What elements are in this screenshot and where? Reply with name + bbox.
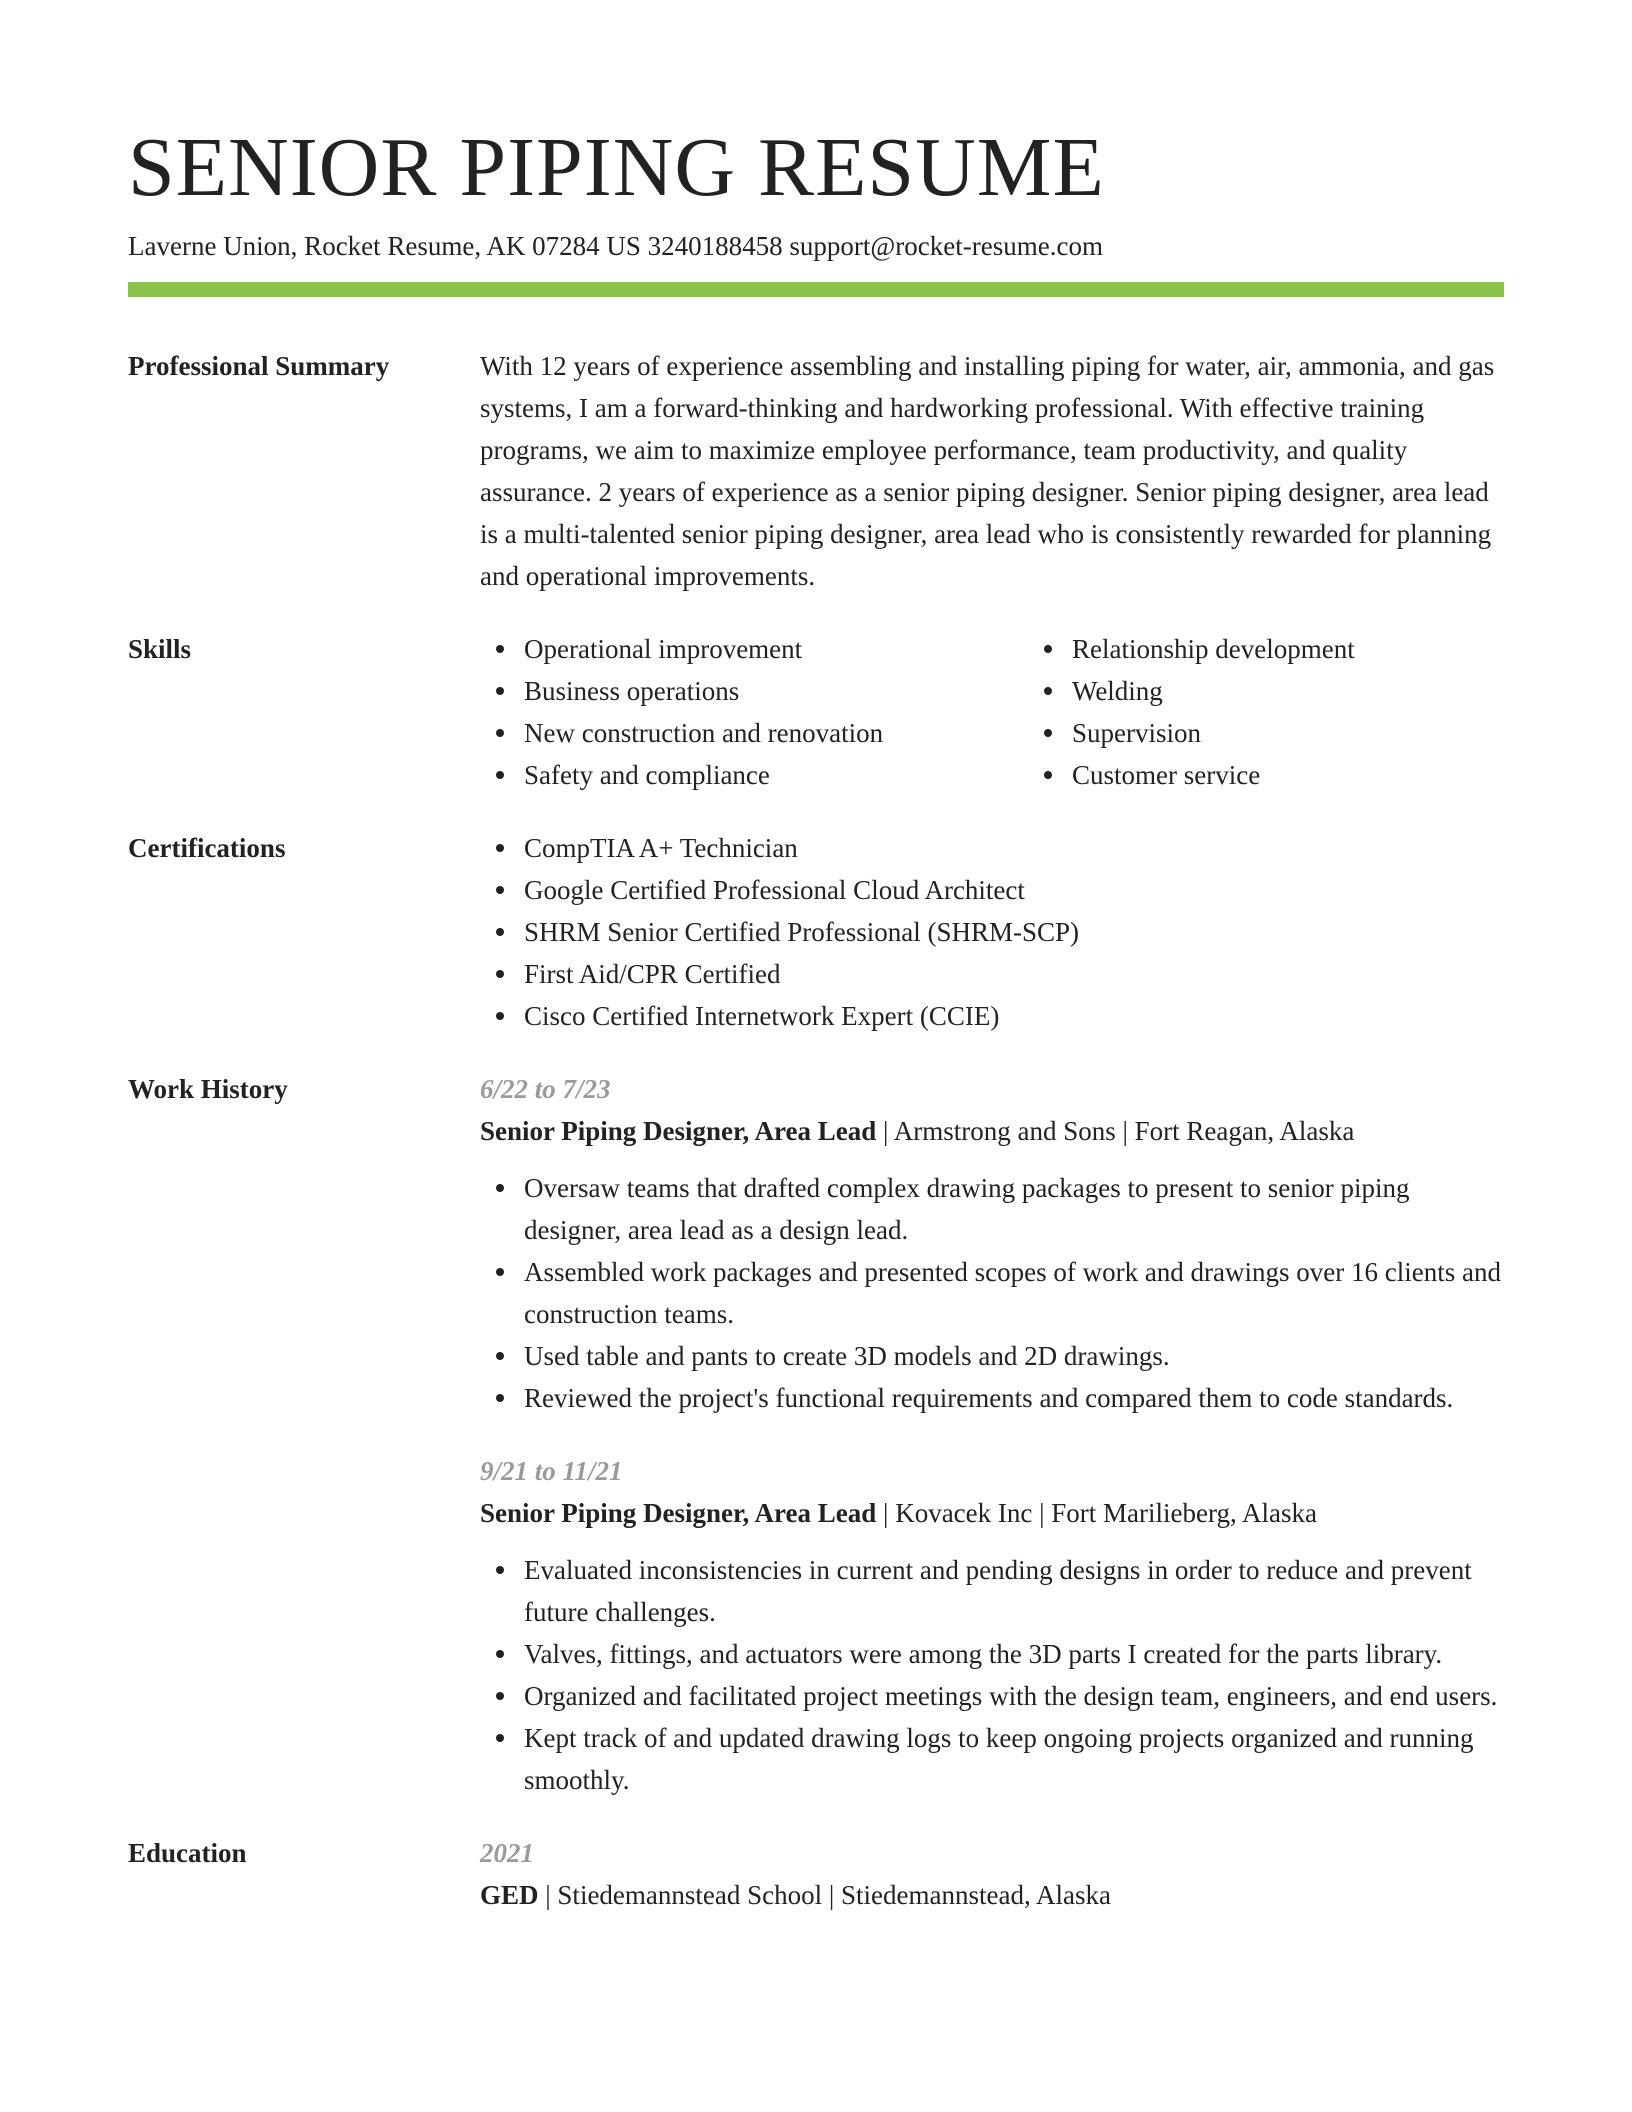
skills-list-right bbox=[1028, 628, 1576, 796]
certifications-list bbox=[480, 827, 1504, 1037]
skill-item: Safety and compliance bbox=[524, 754, 1028, 796]
skills-list-left bbox=[480, 628, 1028, 796]
job-dates: 9/21 to 11/21 bbox=[480, 1456, 623, 1486]
education-heading bbox=[480, 1874, 1504, 1916]
certification-item: SHRM Senior Certified Professional (SHRM-SCP) bbox=[524, 911, 1504, 953]
certification-item: CompTIA A+ Technician bbox=[524, 827, 1504, 869]
job-bullet: Assembled work packages and presented scopes of work and drawings over 16 clients and construction teams. bbox=[524, 1251, 1504, 1335]
job-bullet: Evaluated inconsistencies in current and pending designs in order to reduce and prevent future challenges. bbox=[524, 1549, 1504, 1633]
job-bullet: Reviewed the project's functional requirements and compared them to code standards. bbox=[524, 1377, 1504, 1419]
summary-section bbox=[128, 345, 1504, 597]
certification-item: Google Certified Professional Cloud Architect bbox=[524, 869, 1504, 911]
job-bullet: Kept track of and updated drawing logs to keep ongoing projects organized and running smoothly. bbox=[524, 1717, 1504, 1801]
contact-line: Laverne Union, Rocket Resume, AK 07284 US 3240188458 support@rocket-resume.com bbox=[128, 231, 1103, 261]
job-bullets bbox=[480, 1167, 1504, 1419]
resume-title: SENIOR PIPING RESUME bbox=[128, 121, 1105, 214]
job-dates: 6/22 to 7/23 bbox=[480, 1074, 611, 1104]
education-year: 2021 bbox=[480, 1838, 534, 1868]
summary-label: Professional Summary bbox=[128, 351, 390, 381]
skill-item: Business operations bbox=[524, 670, 1028, 712]
job-bullets bbox=[480, 1549, 1504, 1801]
certification-item: Cisco Certified Internetwork Expert (CCIE) bbox=[524, 995, 1504, 1037]
certifications-section bbox=[128, 827, 1504, 1037]
job-entry bbox=[480, 1450, 1504, 1801]
job-details: | Kovacek Inc | Fort Marilieberg, Alaska bbox=[876, 1498, 1317, 1528]
education-label: Education bbox=[128, 1838, 247, 1868]
skill-item: New construction and renovation bbox=[524, 712, 1028, 754]
accent-divider bbox=[128, 282, 1504, 297]
work-history-label: Work History bbox=[128, 1074, 288, 1104]
job-heading bbox=[480, 1110, 1504, 1152]
skill-item: Welding bbox=[1072, 670, 1576, 712]
skill-item: Customer service bbox=[1072, 754, 1576, 796]
work-history-section bbox=[128, 1068, 1504, 1801]
resume-page bbox=[128, 118, 1504, 1916]
summary-text: With 12 years of experience assembling and installing piping for water, air, ammonia, and gas systems, I am a forward-thinking and hardworking professional. With effective training programs, we aim to maximize employee performance, team productivity, and quality assurance. 2 years of experience as a senior piping designer. Senior piping designer, area lead is a multi-talented senior piping designer, area lead who is consistently rewarded for planning and operational improvements. bbox=[480, 351, 1495, 591]
certifications-label: Certifications bbox=[128, 833, 286, 863]
job-details: | Armstrong and Sons | Fort Reagan, Alaska bbox=[876, 1116, 1355, 1146]
education-details: | Stiedemannstead School | Stiedemannstead, Alaska bbox=[538, 1880, 1111, 1910]
skill-item: Operational improvement bbox=[524, 628, 1028, 670]
job-heading bbox=[480, 1492, 1504, 1534]
job-title: Senior Piping Designer, Area Lead bbox=[480, 1116, 877, 1146]
skill-item: Relationship development bbox=[1072, 628, 1576, 670]
job-title: Senior Piping Designer, Area Lead bbox=[480, 1498, 877, 1528]
job-entry bbox=[480, 1068, 1504, 1419]
skills-label: Skills bbox=[128, 634, 192, 664]
education-degree: GED bbox=[480, 1880, 539, 1910]
skill-item: Supervision bbox=[1072, 712, 1576, 754]
skills-section bbox=[128, 628, 1504, 796]
job-bullet: Used table and pants to create 3D models and 2D drawings. bbox=[524, 1335, 1504, 1377]
education-section bbox=[128, 1832, 1504, 1916]
job-bullet: Organized and facilitated project meetings with the design team, engineers, and end users. bbox=[524, 1675, 1504, 1717]
certification-item: First Aid/CPR Certified bbox=[524, 953, 1504, 995]
job-bullet: Valves, fittings, and actuators were among the 3D parts I created for the parts library. bbox=[524, 1633, 1504, 1675]
job-bullet: Oversaw teams that drafted complex drawing packages to present to senior piping designer, area lead as a design lead. bbox=[524, 1167, 1504, 1251]
